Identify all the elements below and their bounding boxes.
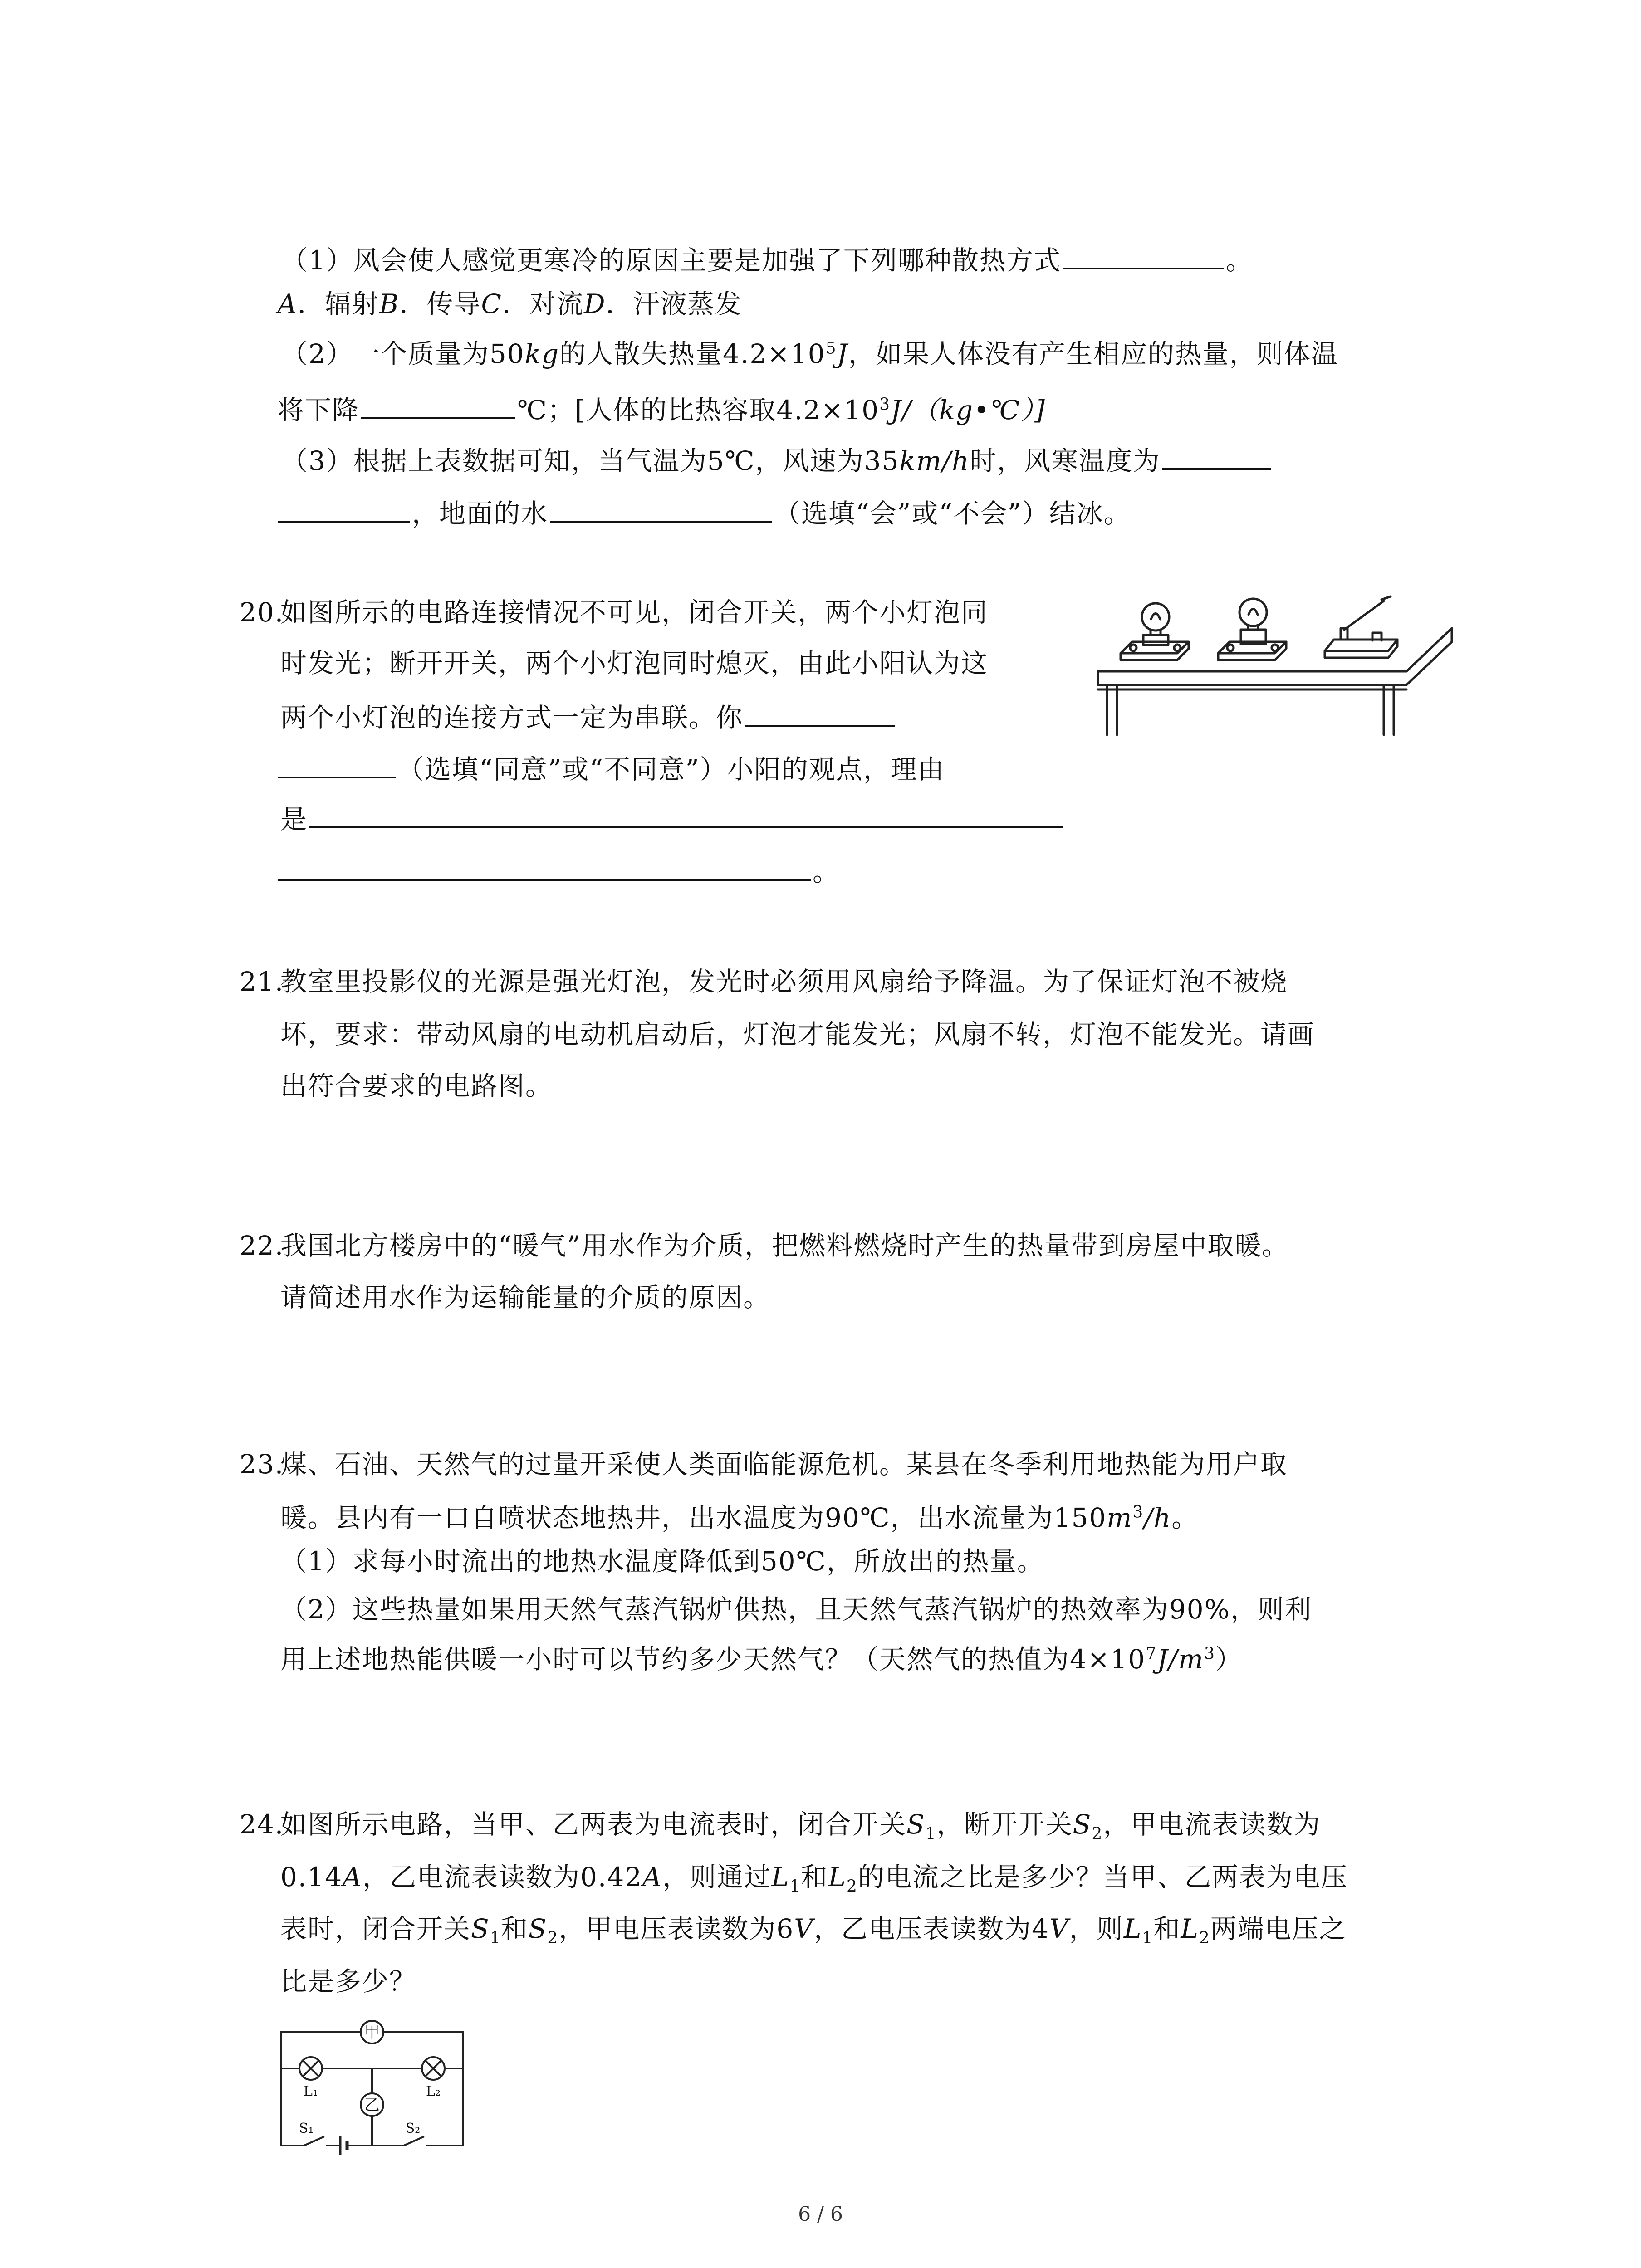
q19-options: A．辐射B．传导C．对流D．汗液蒸发 [278, 288, 742, 319]
bulbs-on-table-figure [1093, 594, 1465, 739]
bulb2-glass [1239, 599, 1267, 626]
q24-number: 24. [240, 1809, 284, 1840]
switch-s2-label: S₂ [405, 2121, 421, 2136]
table-leg-right [1384, 685, 1394, 735]
switch-lever [1344, 601, 1384, 630]
q21-number: 21. [240, 966, 284, 997]
meter-jia-label: 甲 [364, 2024, 380, 2042]
bulb1-socket [1143, 635, 1168, 645]
q20-number: 20. [240, 597, 284, 628]
q22-number: 22. [240, 1230, 284, 1261]
q20-line2: 时发光；断开开关，两个小灯泡同时熄灭，由此小阳认为这 [280, 648, 989, 679]
lamp-l1-label: L₁ [304, 2083, 318, 2099]
q20-line3: 两个小灯泡的连接方式一定为串联。你 [280, 697, 896, 736]
answer-blank[interactable] [550, 493, 772, 523]
q23-part1: （1）求每小时流出的地热水温度降低到50℃，所放出的热量。 [280, 1546, 1044, 1577]
circuit-diagram [272, 2014, 481, 2164]
q21-line3: 出符合要求的电路图。 [280, 1070, 553, 1101]
q23-part2-line2: 用上述地热能供暖一小时可以节约多少天然气？（天然气的热值为$4\times 10^7J/m^3$） [280, 1644, 1243, 1675]
bulb1-glass [1142, 603, 1169, 631]
table-top-thickness [1098, 628, 1452, 685]
q19-part3-line2: ，地面的水 （选填“会”或“不会”）结冰。 [278, 493, 1131, 532]
q23-number: 23. [240, 1449, 284, 1480]
page-number: 6 / 6 [798, 2203, 843, 2226]
answer-blank[interactable] [1162, 440, 1271, 470]
answer-blank[interactable] [278, 493, 410, 523]
answer-blank[interactable] [745, 697, 895, 727]
q20-line1: 如图所示的电路连接情况不可见，闭合开关，两个小灯泡同 [280, 597, 989, 628]
q20-line5: 是 [280, 798, 1064, 837]
q24-line1: 如图所示电路，当甲、乙两表为电流表时，闭合开关$S_1$，断开开关$S_2$，甲电流表读数为 [280, 1809, 1321, 1843]
answer-blank[interactable] [361, 389, 515, 419]
q19-part2-line2: 将下降 ℃；[人体的比热容取$4.2\times 10^3J/(kg•℃)$] [278, 389, 1046, 428]
q19-part3-line1: （3）根据上表数据可知，当气温为5℃，风速为35km/h时，风寒温度为 [281, 440, 1273, 479]
q24-line3: 表时，闭合开关$S_1$和$S_2$，甲电压表读数为6V，乙电压表读数为4V，则$L_1$和$L_2$两端电压之 [280, 1913, 1347, 1948]
q22-line1: 我国北方楼房中的“暖气”用水作为介质，把燃料燃烧时产生的热量带到房屋中取暖。 [280, 1230, 1289, 1261]
q20-line4: （选填“同意”或“不同意”）小阳的观点，理由 [278, 748, 945, 787]
q23-part2-line1: （2）这些热量如果用天然气蒸汽锅炉供热，且天然气蒸汽锅炉的热效率为90%，则利 [280, 1594, 1312, 1625]
lamp-l2-label: L₂ [426, 2083, 441, 2099]
switch-s1 [304, 2136, 324, 2146]
answer-blank[interactable] [278, 851, 811, 881]
table-leg-left [1107, 685, 1117, 735]
q22-line2: 请简述用水作为运输能量的介质的原因。 [280, 1282, 771, 1313]
q24-line4: 比是多少？ [280, 1966, 417, 1997]
switch-s2 [404, 2136, 424, 2146]
meter-yi-label: 乙 [364, 2096, 380, 2114]
q23-line1: 煤、石油、天然气的过量开采使人类面临能源危机。某县在冬季利用地热能为用户取 [280, 1449, 1288, 1480]
answer-blank[interactable] [278, 748, 396, 778]
answer-blank[interactable] [309, 798, 1063, 828]
q20-line6: 。 [278, 851, 840, 890]
q19-part2-line1: （2）一个质量为50kg的人散失热量$4.2\times 10^5J$，如果人体没有产生相应的热量，则体温 [281, 338, 1338, 369]
q24-line2: 0.14A，乙电流表读数为0.42A，则通过$L_1$和$L_2$的电流之比是多少？当甲、乙两表为电压 [280, 1862, 1348, 1896]
q23-line2: 暖。县内有一口自喷状态地热井，出水温度为90℃，出水流量为$150m^3/h$。 [280, 1502, 1199, 1533]
answer-blank[interactable] [1063, 240, 1224, 269]
q19-part1: （1）风会使人感觉更寒冷的原因主要是加强了下列哪种散热方式 。 [281, 240, 1253, 279]
q21-line1: 教室里投影仪的光源是强光灯泡，发光时必须用风扇给予降温。为了保证灯泡不被烧 [280, 966, 1288, 997]
q21-line2: 坏，要求：带动风扇的电动机启动后，灯泡才能发光；风扇不转，灯泡不能发光。请画 [280, 1019, 1315, 1050]
switch-board [1325, 640, 1397, 651]
switch-s1-label: S₁ [299, 2121, 314, 2136]
